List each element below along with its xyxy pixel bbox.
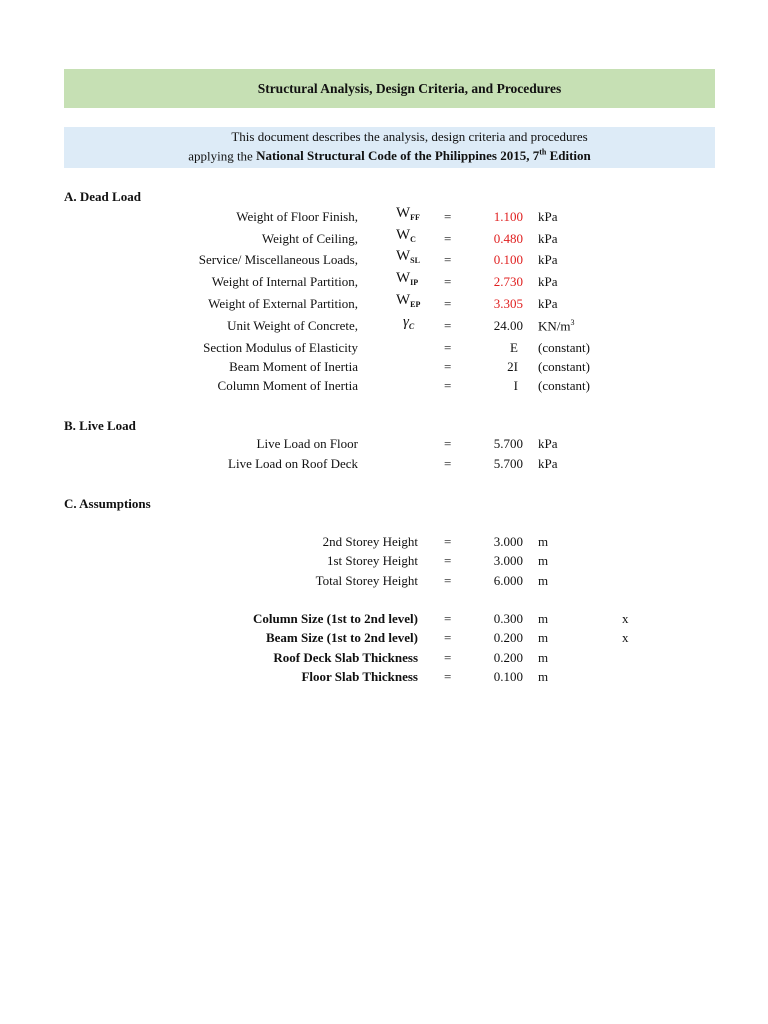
code-reference bbox=[256, 148, 591, 163]
symbol-subscript: IP bbox=[410, 278, 419, 287]
symbol-letter: W bbox=[396, 292, 411, 308]
dead-load-row bbox=[0, 340, 768, 358]
row-value: 3.000 bbox=[493, 534, 523, 549]
row-unit: kPa bbox=[538, 456, 558, 471]
row-unit: (constant) bbox=[538, 340, 590, 355]
dead-load-row bbox=[0, 314, 768, 336]
edition-superscript: th bbox=[539, 148, 547, 157]
assumption-row bbox=[0, 534, 768, 552]
row-unit bbox=[538, 318, 575, 334]
description-band bbox=[64, 127, 715, 168]
row-unit: m bbox=[538, 553, 549, 568]
row-unit: (constant) bbox=[538, 359, 590, 374]
description-prefix: applying the bbox=[188, 148, 257, 164]
live-load-row bbox=[0, 456, 768, 474]
equals-sign: = bbox=[444, 318, 452, 333]
row-label: Service/ Miscellaneous Loads, bbox=[198, 252, 358, 267]
equals-sign: = bbox=[444, 252, 452, 267]
row-value: 24.00 bbox=[493, 318, 523, 333]
row-label: Floor Slab Thickness bbox=[301, 669, 418, 684]
equals-sign: = bbox=[444, 436, 452, 451]
row-value: 6.000 bbox=[493, 573, 523, 588]
equals-sign: = bbox=[444, 231, 452, 246]
row-value: 3.000 bbox=[493, 553, 523, 568]
row-unit: (constant) bbox=[538, 378, 590, 393]
equals-sign: = bbox=[444, 340, 452, 355]
row-value: 2I bbox=[507, 359, 518, 374]
equals-sign: = bbox=[444, 573, 452, 588]
row-unit: m bbox=[538, 534, 549, 549]
equals-sign: = bbox=[444, 650, 452, 665]
code-reference-text: National Structural Code of the Philippines 2015, 7 bbox=[256, 148, 540, 164]
unit-base: KN/m bbox=[538, 318, 571, 334]
row-label: Weight of External Partition, bbox=[208, 296, 358, 311]
row-label: Roof Deck Slab Thickness bbox=[273, 650, 418, 665]
equals-sign: = bbox=[444, 296, 452, 311]
row-label: Beam Moment of Inertia bbox=[229, 359, 358, 374]
code-reference-tail: Edition bbox=[546, 148, 591, 164]
row-unit: kPa bbox=[538, 209, 558, 224]
row-unit: m bbox=[538, 650, 549, 665]
row-unit: m bbox=[538, 669, 549, 684]
symbol bbox=[396, 248, 420, 265]
symbol-letter: W bbox=[396, 248, 411, 264]
row-value: 0.200 bbox=[493, 630, 523, 645]
symbol-subscript: SL bbox=[410, 256, 420, 265]
equals-sign: = bbox=[444, 274, 452, 289]
symbol bbox=[396, 270, 418, 287]
section-dead-load: A. Dead Load bbox=[64, 189, 141, 204]
symbol-letter: W bbox=[396, 227, 411, 243]
row-label: Weight of Floor Finish, bbox=[236, 209, 358, 224]
times-mark: x bbox=[622, 611, 629, 626]
row-label: Weight of Ceiling, bbox=[261, 231, 358, 246]
row-unit: kPa bbox=[538, 296, 558, 311]
dead-load-row bbox=[0, 270, 768, 292]
row-unit: kPa bbox=[538, 231, 558, 246]
size-row bbox=[0, 611, 768, 629]
times-mark: x bbox=[622, 630, 629, 645]
live-load-row bbox=[0, 436, 768, 454]
row-label: Beam Size (1st to 2nd level) bbox=[265, 630, 418, 645]
symbol-letter: W bbox=[396, 270, 411, 286]
row-value: 0.100 bbox=[493, 252, 523, 267]
symbol-subscript: C bbox=[410, 235, 416, 244]
title-band bbox=[64, 69, 715, 108]
symbol-subscript: C bbox=[408, 322, 415, 331]
symbol bbox=[396, 205, 420, 222]
equals-sign: = bbox=[444, 611, 452, 626]
row-label: 2nd Storey Height bbox=[322, 534, 418, 549]
dead-load-row bbox=[0, 359, 768, 377]
dead-load-row bbox=[0, 378, 768, 396]
equals-sign: = bbox=[444, 553, 452, 568]
symbol-subscript: EP bbox=[410, 300, 421, 309]
row-value: 2.730 bbox=[493, 274, 523, 289]
size-row bbox=[0, 669, 768, 687]
row-value: 1.100 bbox=[493, 209, 523, 224]
row-label: Unit Weight of Concrete, bbox=[227, 318, 358, 333]
equals-sign: = bbox=[444, 456, 452, 471]
row-label: Live Load on Floor bbox=[256, 436, 358, 451]
page-title: Structural Analysis, Design Criteria, and Procedures bbox=[257, 80, 562, 96]
symbol bbox=[396, 227, 416, 244]
row-value: 5.700 bbox=[493, 436, 523, 451]
gamma-symbol bbox=[403, 314, 414, 331]
row-unit: m bbox=[538, 611, 549, 626]
assumption-row bbox=[0, 573, 768, 591]
row-label: Column Size (1st to 2nd level) bbox=[252, 611, 418, 626]
row-label: 1st Storey Height bbox=[327, 553, 418, 568]
assumption-row bbox=[0, 553, 768, 571]
equals-sign: = bbox=[444, 378, 452, 393]
description-line-2 bbox=[64, 148, 715, 164]
row-label: Total Storey Height bbox=[315, 573, 418, 588]
row-value: 0.480 bbox=[493, 231, 523, 246]
dead-load-row bbox=[0, 227, 768, 249]
dead-load-row bbox=[0, 292, 768, 314]
symbol-letter: W bbox=[396, 205, 411, 221]
row-unit: m bbox=[538, 630, 549, 645]
row-unit: m bbox=[538, 573, 549, 588]
row-value: 3.305 bbox=[493, 296, 523, 311]
row-label: Weight of Internal Partition, bbox=[211, 274, 358, 289]
row-label: Section Modulus of Elasticity bbox=[203, 340, 358, 355]
equals-sign: = bbox=[444, 209, 452, 224]
row-value: 0.200 bbox=[493, 650, 523, 665]
row-value: E bbox=[510, 340, 518, 355]
section-live-load: B. Live Load bbox=[64, 418, 136, 433]
row-value: 5.700 bbox=[493, 456, 523, 471]
description-line-1: This document describes the analysis, design criteria and procedures bbox=[231, 129, 588, 144]
row-label: Column Moment of Inertia bbox=[217, 378, 358, 393]
equals-sign: = bbox=[444, 359, 452, 374]
dead-load-row bbox=[0, 205, 768, 227]
row-label: Live Load on Roof Deck bbox=[228, 456, 358, 471]
equals-sign: = bbox=[444, 630, 452, 645]
size-row bbox=[0, 630, 768, 648]
symbol-letter: γ bbox=[403, 314, 409, 330]
row-unit: kPa bbox=[538, 436, 558, 451]
unit-superscript: 3 bbox=[570, 318, 575, 327]
dead-load-row bbox=[0, 248, 768, 270]
symbol-subscript: FF bbox=[410, 213, 420, 222]
section-assumptions: C. Assumptions bbox=[64, 496, 151, 511]
symbol bbox=[396, 292, 420, 309]
row-value: I bbox=[513, 378, 518, 393]
row-value: 0.300 bbox=[493, 611, 523, 626]
size-row bbox=[0, 650, 768, 668]
row-unit: kPa bbox=[538, 274, 558, 289]
row-unit: kPa bbox=[538, 252, 558, 267]
row-value: 0.100 bbox=[493, 669, 523, 684]
equals-sign: = bbox=[444, 669, 452, 684]
equals-sign: = bbox=[444, 534, 452, 549]
